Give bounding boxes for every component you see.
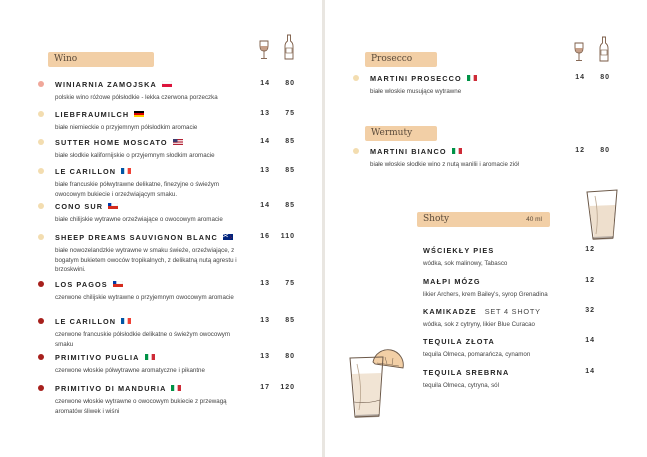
france-flag-icon xyxy=(121,168,131,174)
glass-price: 16 xyxy=(260,233,270,240)
wine-name-text: LE CARILLON xyxy=(55,317,117,326)
wine-description: czerwone francuskie półsłodkie delikatne o świeżym owocowym smaku xyxy=(55,331,231,348)
wine-name xyxy=(55,384,181,393)
shot-set-label: SET 4 SHOTY xyxy=(484,307,541,316)
wine-name xyxy=(55,110,144,119)
glass-price: 13 xyxy=(260,353,270,360)
chile-flag-icon xyxy=(108,203,118,209)
wine-description: białe chilijskie wytrawne orzeźwiające o owocowym aromacie xyxy=(55,216,223,223)
shot-description: tequila Olmeca, pomarańcza, cynamon xyxy=(423,351,531,358)
wine-name-text: LOS PAGOS xyxy=(55,280,108,289)
glass-price: 14 xyxy=(260,138,270,145)
wino-section-title xyxy=(48,52,154,67)
wine-color-dot xyxy=(38,234,44,240)
wine-name xyxy=(55,80,172,89)
bottle-price: 85 xyxy=(285,138,295,145)
shot-name xyxy=(423,307,541,316)
wine-name-text: SUTTER HOME MOSCATO xyxy=(55,138,168,147)
germany-flag-icon xyxy=(134,111,144,117)
italy-flag-icon xyxy=(145,354,155,360)
shot-name-text: TEQUILA SREBRNA xyxy=(423,368,510,377)
glass-price: 13 xyxy=(260,280,270,287)
wine-color-dot xyxy=(38,385,44,391)
italy-flag-icon xyxy=(171,385,181,391)
wine-color-dot xyxy=(38,281,44,287)
wermuty-title-text: Wermuty xyxy=(371,128,413,138)
glass-price: 13 xyxy=(260,167,270,174)
wine-name-text: PRIMITIVO PUGLIA xyxy=(55,353,140,362)
wine-name xyxy=(55,317,131,326)
shot-description: wódka, sok z cytryny, likier Blue Curacao xyxy=(423,321,535,328)
shoty-section-title xyxy=(417,212,550,227)
wine-color-dot xyxy=(38,318,44,324)
wine-description: białe nowozelandzkie wytrawne w smaku świeże, orzeźwiające, z bogatym bukietem owoców tropikalnych, z delikatną nutą agrestu i brzoskwini. xyxy=(55,247,237,273)
shot-name xyxy=(423,246,494,255)
wine-color-dot xyxy=(353,148,359,154)
wine-color-dot xyxy=(353,75,359,81)
italy-flag-icon xyxy=(452,148,462,154)
bottle-price: 85 xyxy=(285,202,295,209)
tequila-shot-with-lime-illustration xyxy=(345,344,407,420)
wine-name xyxy=(55,353,155,362)
poland-flag-icon xyxy=(162,81,172,87)
shoty-volume-note: 40 ml xyxy=(526,216,542,223)
wine-name xyxy=(55,233,233,242)
wine-name xyxy=(55,280,123,289)
chile-flag-icon xyxy=(113,281,123,287)
left-page xyxy=(0,0,322,457)
bottle-price: 110 xyxy=(280,233,295,240)
glass-price: 13 xyxy=(260,110,270,117)
wine-description: białe włoskie słodkie wino z nutą wanilii i aromacie ziół xyxy=(370,161,519,168)
wine-name xyxy=(55,138,183,147)
wine-name-text: MARTINI BIANCO xyxy=(370,147,447,156)
shot-name xyxy=(423,368,509,377)
shot-price: 14 xyxy=(585,368,595,375)
glass-price: 14 xyxy=(260,80,270,87)
bottle-price: 120 xyxy=(280,384,295,391)
shot-name-text: WŚCIEKŁY PIES xyxy=(423,246,495,255)
wine-description: polskie wino różowe półsłodkie - lekka czerwona porzeczka xyxy=(55,94,218,101)
glass-price: 14 xyxy=(260,202,270,209)
wine-bottle-icon xyxy=(599,36,609,62)
wine-glass-icon xyxy=(258,40,270,60)
wine-description: białe włoskie musujące wytrawne xyxy=(370,88,462,95)
wine-name-text: LIEBFRAUMILCH xyxy=(55,110,130,119)
italy-flag-icon xyxy=(467,75,477,81)
wine-name-text: CONO SUR xyxy=(55,202,104,211)
wine-description: białe słodkie kalifornijskie o przyjemnym słodkim aromacie xyxy=(55,152,215,159)
shot-description: tequila Olmeca, cytryna, sól xyxy=(423,382,499,389)
wermuty-section-title xyxy=(365,126,437,141)
bottle-price: 80 xyxy=(285,353,295,360)
wine-name-text: WINIARNIA ZAMOJSKA xyxy=(55,80,157,89)
shot-name-text: KAMIKADZE xyxy=(423,307,477,316)
wine-description: czerwone włoskie półwytrawne aromatyczne i pikantne xyxy=(55,367,205,374)
shot-price: 32 xyxy=(585,307,595,314)
bottle-price: 80 xyxy=(285,80,295,87)
shot-glass-illustration xyxy=(583,186,623,242)
wine-name-text: PRIMITIVO DI MANDURIA xyxy=(55,384,167,393)
shot-price: 12 xyxy=(585,246,595,253)
wine-bottle-icon xyxy=(284,34,294,60)
wine-name xyxy=(370,74,477,83)
right-page xyxy=(325,0,647,457)
wine-color-dot xyxy=(38,111,44,117)
shot-description: likier Archers, krem Bailey's, syrop Grenadina xyxy=(423,291,548,298)
bottle-price: 80 xyxy=(600,74,610,81)
wine-name-text: LE CARILLON xyxy=(55,167,117,176)
bottle-price: 85 xyxy=(285,317,295,324)
glass-price: 17 xyxy=(260,384,270,391)
wine-name xyxy=(55,167,131,176)
shot-name xyxy=(423,277,481,286)
wine-description: czerwone chilijskie wytrawne o przyjemnym owocowym aromacie xyxy=(55,294,234,301)
wine-name-text: SHEEP DREAMS SAUVIGNON BLANC xyxy=(55,233,218,242)
glass-price: 13 xyxy=(260,317,270,324)
shot-name-text: MAŁPI MÓZG xyxy=(423,277,481,286)
glass-price: 14 xyxy=(575,74,585,81)
glass-price: 12 xyxy=(575,147,585,154)
shot-price: 12 xyxy=(585,277,595,284)
shoty-title-text: Shoty xyxy=(423,214,450,224)
bottle-price: 85 xyxy=(285,167,295,174)
shot-name xyxy=(423,337,495,346)
shot-name-text: TEQUILA ZŁOTA xyxy=(423,337,495,346)
bottle-price: 75 xyxy=(285,110,295,117)
wine-name xyxy=(55,202,118,211)
shot-description: wódka, sok malinowy, Tabasco xyxy=(423,260,508,267)
wine-description: białe francuskie półwytrawne delikatne, finezyjne o świeżym owocowym bukiecie i orzeźwiającym smaku. xyxy=(55,181,220,198)
bottle-price: 75 xyxy=(285,280,295,287)
wine-description: białe niemieckie o przyjemnym półsłodkim aromacie xyxy=(55,124,198,131)
wine-color-dot xyxy=(38,81,44,87)
wine-description: czerwone włoskie wytrawne o owocowym bukiecie z przewagą aromatów śliwek i wiśni xyxy=(55,398,227,415)
wine-color-dot xyxy=(38,354,44,360)
bottle-price: 80 xyxy=(600,147,610,154)
wine-color-dot xyxy=(38,139,44,145)
wine-color-dot xyxy=(38,168,44,174)
usa-flag-icon xyxy=(173,139,183,145)
new-zealand-flag-icon xyxy=(223,234,233,240)
prosecco-section-title xyxy=(365,52,437,67)
prosecco-title-text: Prosecco xyxy=(371,54,413,64)
france-flag-icon xyxy=(121,318,131,324)
wine-glass-icon xyxy=(573,42,585,62)
wine-name-text: MARTINI PROSECCO xyxy=(370,74,462,83)
wine-color-dot xyxy=(38,203,44,209)
wino-title-text: Wino xyxy=(54,54,78,64)
wine-name xyxy=(370,147,462,156)
shot-price: 14 xyxy=(585,337,595,344)
